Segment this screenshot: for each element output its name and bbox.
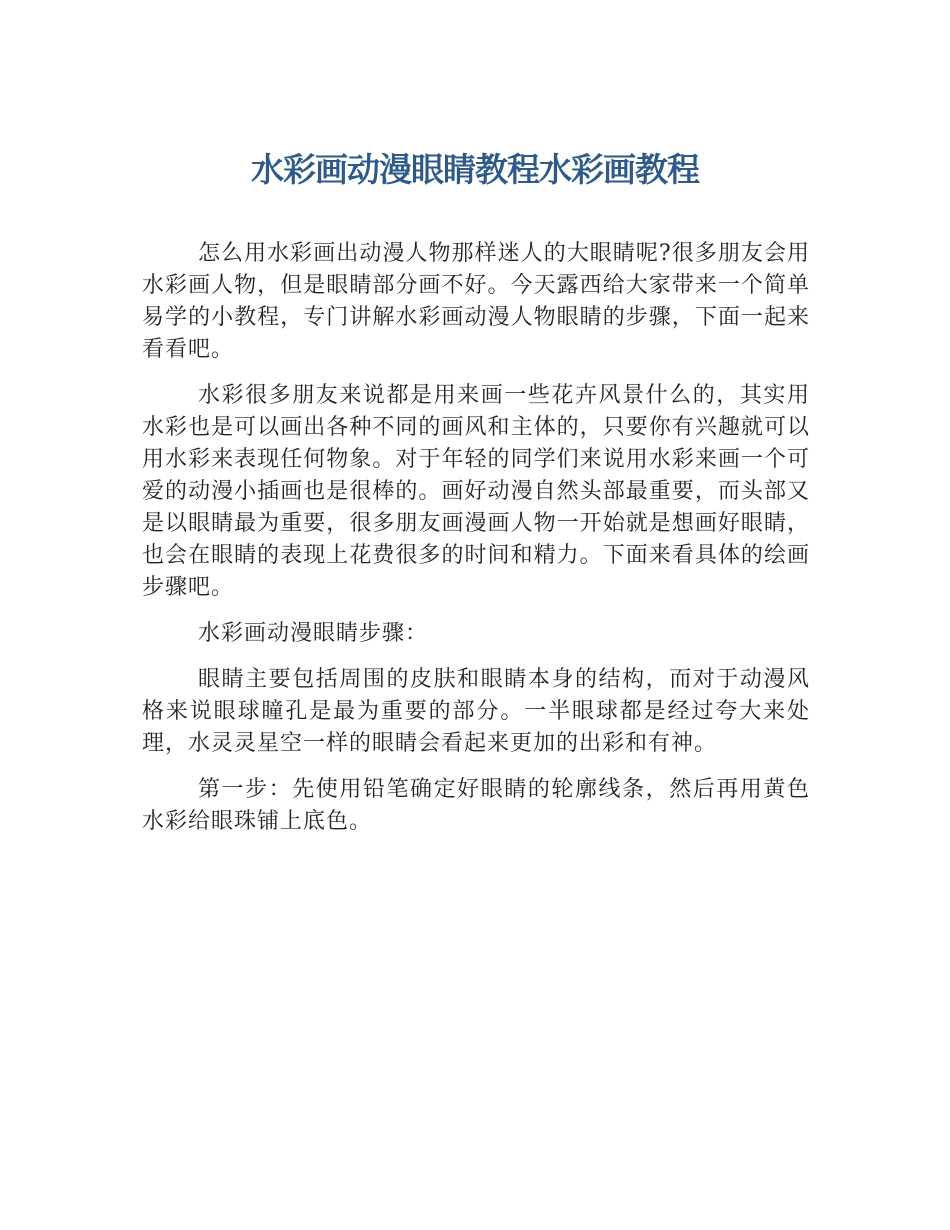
document-title: 水彩画动漫眼睛教程水彩画教程 [251, 150, 699, 189]
paragraph-eye-structure: 眼睛主要包括周围的皮肤和眼睛本身的结构，而对于动漫风格来说眼球瞳孔是最为重要的部分。一半眼球都是经过夸大来处理，水灵灵星空一样的眼睛会看起来更加的出彩和有神。 [142, 667, 810, 756]
document-body [142, 238, 810, 852]
paragraph-intro: 怎么用水彩画出动漫人物那样迷人的大眼睛呢?很多朋友会用水彩画人物，但是眼睛部分画不好。今天露西给大家带来一个简单易学的小教程，专门讲解水彩画动漫人物眼睛的步骤，下面一起来看看吧。 [142, 241, 810, 362]
paragraph-steps-heading: 水彩画动漫眼睛步骤： [198, 621, 429, 646]
paragraph-step-one: 第一步：先使用铅笔确定好眼睛的轮廓线条，然后再用黄色水彩给眼珠铺上底色。 [142, 777, 810, 834]
paragraph-watercolor-uses: 水彩很多朋友来说都是用来画一些花卉风景什么的，其实用水彩也是可以画出各种不同的画风和主体的，只要你有兴趣就可以用水彩来表现任何物象。对于年轻的同学们来说用水彩来画一个可爱的动漫小插画也是很棒的。画好动漫自然头部最重要，而头部又是以眼睛最为重要，很多朋友画漫画人物一开始就是想画好眼睛，也会在眼睛的表现上花费很多的时间和精力。下面来看具体的绘画步骤吧。 [142, 383, 810, 600]
